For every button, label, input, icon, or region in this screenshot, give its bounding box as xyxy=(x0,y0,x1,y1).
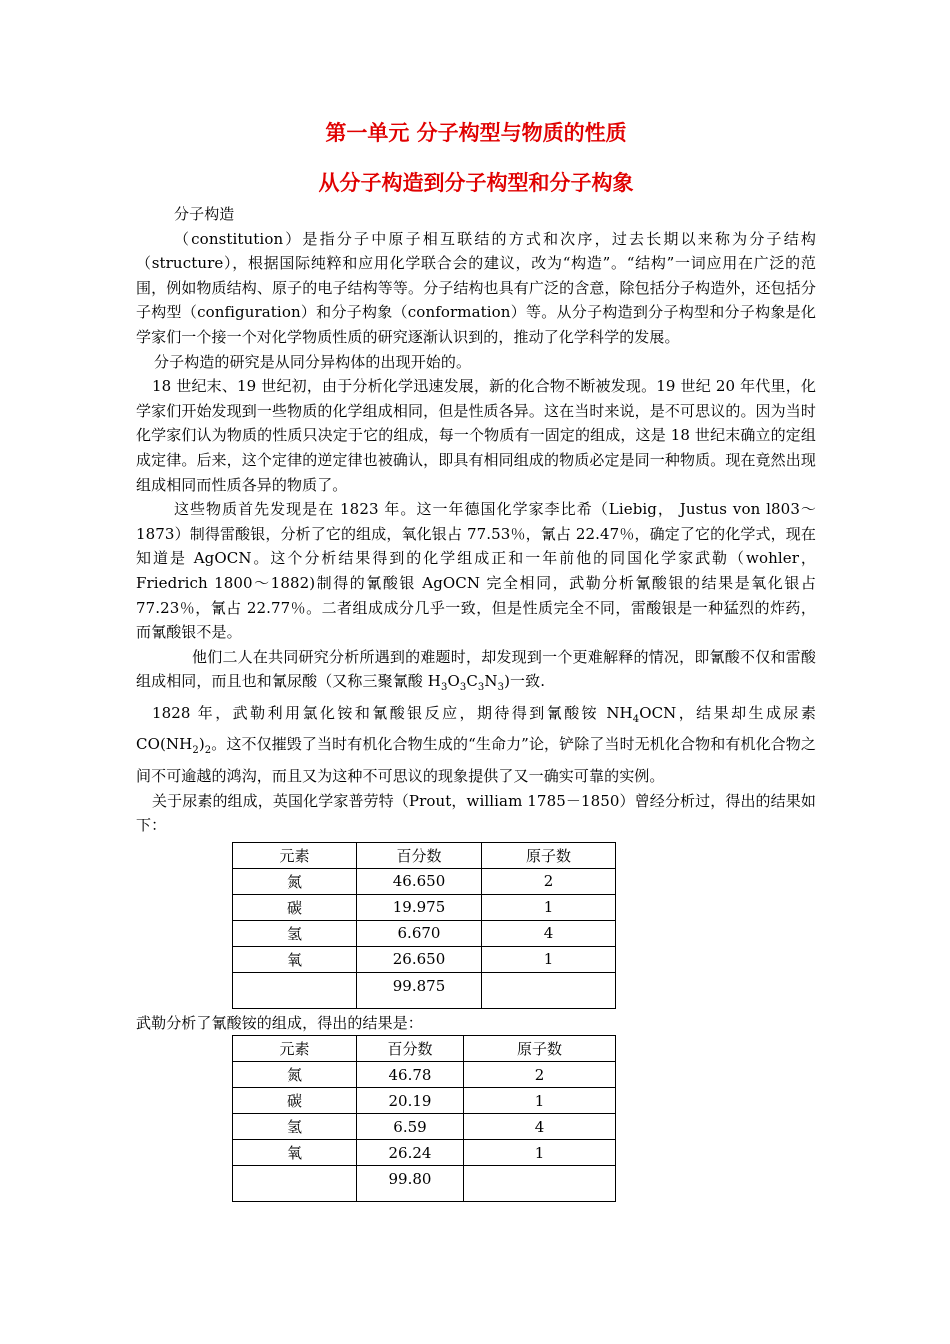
table-row xyxy=(233,868,616,894)
table-row xyxy=(233,894,616,920)
table-cell: 2 xyxy=(464,1062,616,1088)
table-cell: 氧 xyxy=(233,946,357,972)
table-cell xyxy=(233,1166,357,1202)
table-cell: 2 xyxy=(482,868,616,894)
table-cell xyxy=(233,972,357,1008)
paragraph-constitution: （constitution）是指分子中原子相互联结的方式和次序，过去长期以来称为分子结构（structure），根据国际纯粹和应用化学联合会的建议，改为“构造”。“结构”一词应用在广泛的范围，例如物质结构、原子的电子结构等等。分子结构也具有广泛的含意，除包括分子构造外，还包括分子构型（configuration）和分子构象（conformation）等。从分子构造到分子构型和分子构象是化学家们一个接一个对化学物质性质的研究逐渐认识到的，推动了化学科学的发展。 xyxy=(136,229,816,346)
table-cell: 20.19 xyxy=(357,1088,464,1114)
page-title: 第一单元 分子构型与物质的性质 xyxy=(325,120,627,145)
formula-ammonium-cyanate: $NH_4OCN$ xyxy=(606,703,677,725)
table-cell: 氢 xyxy=(233,1114,357,1140)
table-prout-urea xyxy=(232,842,616,1009)
table-cell: 99.875 xyxy=(357,972,482,1008)
table-cell: 99.80 xyxy=(357,1166,464,1202)
table-cell: 46.650 xyxy=(357,868,482,894)
section-heading: 分子构造 xyxy=(174,205,235,223)
table-row xyxy=(233,1140,616,1166)
formula-urea: $CO(NH_2)_2$ xyxy=(136,735,212,757)
table-cell: 碳 xyxy=(233,894,357,920)
table-cell: 1 xyxy=(464,1140,616,1166)
table-cell xyxy=(482,972,616,1008)
paragraph-isomer-intro: 分子构造的研究是从同分异构体的出现开始的。 xyxy=(154,352,472,371)
table-header-cell: 原子数 xyxy=(482,842,616,868)
table-total-row xyxy=(233,1166,616,1202)
table-cell: 26.24 xyxy=(357,1140,464,1166)
table-row xyxy=(233,1062,616,1088)
table-cell: 4 xyxy=(482,920,616,946)
table-header-cell: 百分数 xyxy=(357,842,482,868)
table-row xyxy=(233,1088,616,1114)
table-header-cell: 元素 xyxy=(233,1036,357,1062)
table-cell: 氢 xyxy=(233,920,357,946)
table-cell: 氧 xyxy=(233,1140,357,1166)
table-cell: 6.670 xyxy=(357,920,482,946)
table-cell xyxy=(464,1166,616,1202)
caption-wohler: 武勒分析了氰酸铵的组成，得出的结果是： xyxy=(136,1013,423,1032)
table-row xyxy=(233,920,616,946)
table-row xyxy=(233,946,616,972)
table-cell: 4 xyxy=(464,1114,616,1140)
document-page xyxy=(136,118,816,1202)
table-wohler-ammonium-cyanate xyxy=(232,1035,616,1202)
paragraph-1823: 这些物质首先发现是在 1823 年。这一年德国化学家李比希（Liebig， Justus von l803～1873）制得雷酸银，分析了它的组成，氧化银占 77.53％，氰占 22.47％，确定了它的化学式，现在知道是 AgOCN。这个分析结果得到的化学组成正和一年前他的同国化学家武勒（wohler， Friedrich 1800～1882)制得的氰酸银 AgOCN 完全相同，武勒分析氰酸银的结果是氧化银占 77.23％，氰占 22.77％。二者组成成分几乎一致，但是性质完全不同，雷酸银是一种猛烈的炸药，而氰酸银不是。 xyxy=(136,500,816,642)
table-header-cell: 百分数 xyxy=(357,1036,464,1062)
paragraph-history: 18 世纪末、19 世纪初，由于分析化学迅速发展，新的化合物不断被发现。19 世纪 20 年代里，化学家们开始发现到一些物质的化学组成相同，但是性质各异。这在当时来说，是不可思议的。因为当时化学家们认为物质的性质只决定于它的组成，每一个物质有一固定的组成，这是 18 世纪末确立的定组成定律。后来，这个定律的逆定律也被确认，即具有相同组成的物质必定是同一种物质。现在竟然出现组成相同而性质各异的物质了。 xyxy=(136,377,816,494)
table-cell: 1 xyxy=(464,1088,616,1114)
table-total-row xyxy=(233,972,616,1008)
table-header-row xyxy=(233,1036,616,1062)
table-header-cell: 元素 xyxy=(233,842,357,868)
table-cell: 氮 xyxy=(233,1062,357,1088)
page-subtitle: 从分子构造到分子构型和分子构象 xyxy=(318,170,634,195)
table-cell: 碳 xyxy=(233,1088,357,1114)
paragraph-1828: 1828 年，武勒利用氯化铵和氰酸银反应，期待得到氰酸铵 $NH_4OCN$，结果却生成尿素 $CO(NH_2)_2$。这不仅摧毁了当时有机化合物生成的“生命力”论，铲除了当时无机化合物和有机化合物之间不可逾越的鸿沟，而且又为这种不可思议的现象提供了又一确实可靠的实例。 xyxy=(136,703,816,786)
table-header-row xyxy=(233,842,616,868)
paragraph-prout: 关于尿素的组成，英国化学家普劳特（Prout，william 1785－1850）曾经分析过，得出的结果如下： xyxy=(136,791,816,835)
table-row xyxy=(233,1114,616,1140)
table-cell: 46.78 xyxy=(357,1062,464,1088)
table-cell: 1 xyxy=(482,894,616,920)
table-cell: 氮 xyxy=(233,868,357,894)
formula-cyanuric-acid: $H_3O_3C_3N_3$ xyxy=(427,672,505,694)
paragraph-cyanuric: 他们二人在共同研究分析所遇到的难题时，却发现到一个更难解释的情况，即氰酸不仅和雷酸组成相同，而且也和氰尿酸（又称三聚氰酸 $H_3O_3C_3N_3$)一致. xyxy=(136,647,816,694)
table-cell: 19.975 xyxy=(357,894,482,920)
table-header-cell: 原子数 xyxy=(464,1036,616,1062)
table-cell: 6.59 xyxy=(357,1114,464,1140)
table-cell: 1 xyxy=(482,946,616,972)
table-cell: 26.650 xyxy=(357,946,482,972)
